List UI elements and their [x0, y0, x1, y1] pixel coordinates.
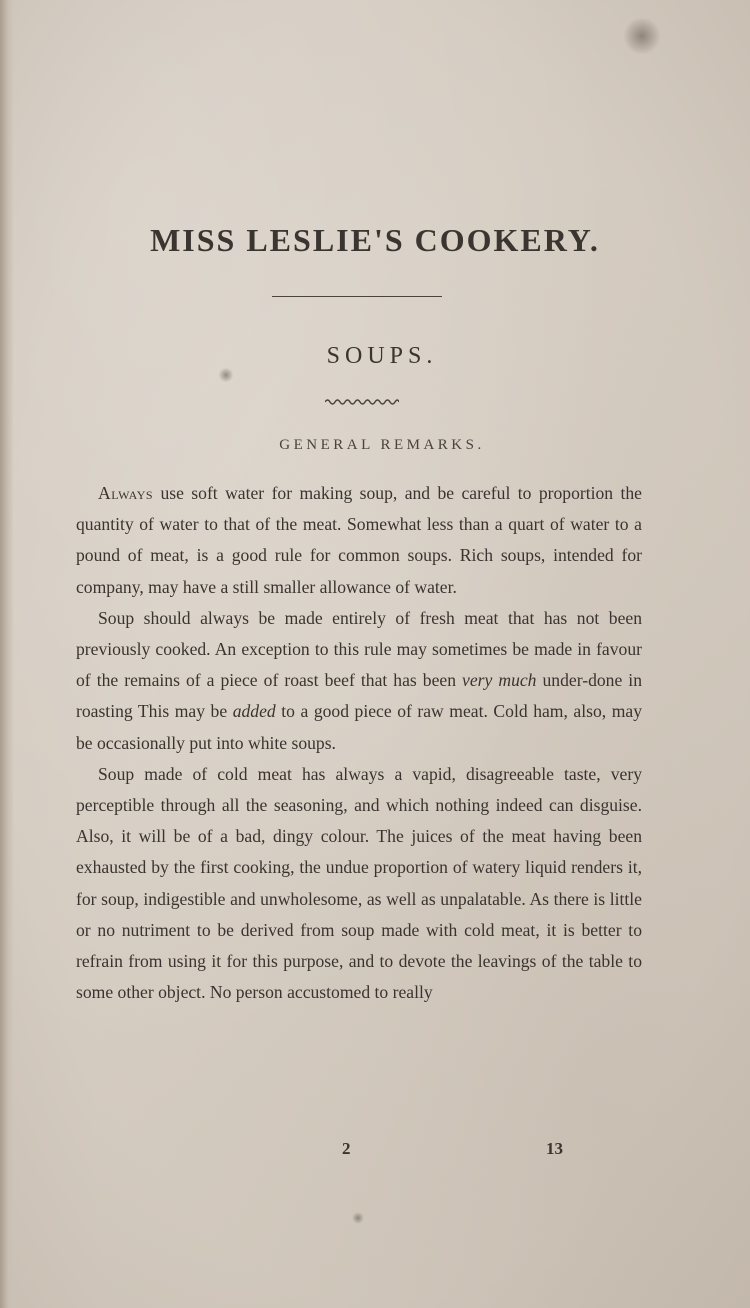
paragraph-3	[76, 759, 642, 1009]
page-binding-edge	[0, 0, 14, 1308]
section-title: SOUPS.	[326, 343, 438, 369]
paragraph-1-lead: Always	[98, 483, 154, 503]
paragraph-1	[76, 478, 642, 603]
paragraph-2-part-1: Soup should always be made entirely of fresh meat that has not been previously cooked. An exception to this rule may sometimes be made in favour of the remains of a piece of roast beef that has been	[76, 607, 642, 691]
title-divider	[272, 296, 442, 297]
book-title: MISS LESLIE'S COOKERY.	[150, 222, 600, 258]
signature-mark: 2	[342, 1139, 351, 1158]
paragraph-2-part-2: under-done in roasting This may be	[76, 670, 642, 722]
paragraph-2	[76, 603, 642, 759]
ornamental-squiggle	[325, 397, 399, 407]
section-subtitle: GENERAL REMARKS.	[279, 437, 485, 453]
paragraph-3-text: Soup made of cold meat has always a vapid, disagreeable taste, very perceptible through all the seasoning, and which nothing indeed can disguise. Also, it will be of a bad, dingy colour. The juices of the meat having been exhausted by the first cooking, the undue proportion of watery liquid renders it, for soup, indigestible and unwholesome, as well as unpalatable. As there is little or no nutriment to be derived from soup made with cold meat, it is better to refrain from using it for this purpose, and to devote the leavings of the table to some other object. No person accustomed to really	[76, 763, 642, 1003]
paragraph-1-text: use soft water for making soup, and be careful to proportion the quantity of water to that of the meat. Somewhat less than a quart of water to a pound of meat, is a good rule for common soups. Rich soups, intended for company, may have a still smaller allowance of water.	[76, 483, 642, 597]
paragraph-2-part-3: to a good piece of raw meat. Cold ham, also, may be occasionally put into white soups.	[76, 701, 642, 753]
body-text	[76, 478, 642, 1008]
paper-stain	[352, 1212, 364, 1224]
paper-stain	[218, 368, 234, 382]
page-footer	[0, 1139, 750, 1165]
paragraph-2-emphasis-2: added	[232, 701, 276, 722]
page-number: 13	[546, 1139, 563, 1158]
paragraph-2-emphasis-1: very much	[462, 670, 537, 691]
paper-stain	[622, 18, 662, 54]
